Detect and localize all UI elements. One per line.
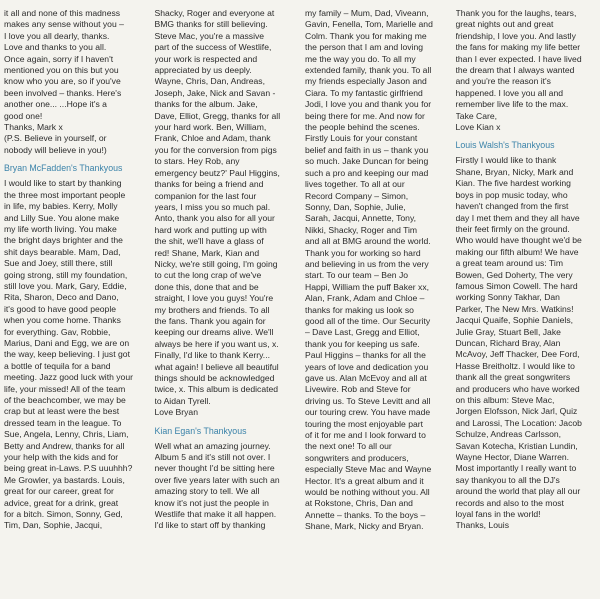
column-1 bbox=[4, 8, 145, 599]
text-columns bbox=[4, 8, 596, 599]
column-4 bbox=[456, 8, 597, 599]
kian-thankyous-text: Well what an amazing journey. Album 5 and it's still not over. I never thought I'd be sitting here over five years later with such an amazing story to tell. We all know it's not just the people in Westlife that make it all happen. I'd like to start off by thanking bbox=[154, 440, 280, 531]
louis-thankyous-text: Firstly I would like to thank Shane, Bryan, Nicky, Mark and Kian. The five hardest working boys in pop music today, who haven't changed from the first day I met them and they all have their feet firmly on the ground. Who would have thought we'd be making our fifth album! We have a great team around us: Tim Bowen, Ged Doherty, The very famous Simon Cowell. The hard working Sonny Takhar, Dan Parker, The New Mrs. Watkins! Jacqui Quaife, Sophie Daniels, Julie Gray, Stuart Bell, Jake Duncan, Richard Bray, Alan McAvoy, Jeff Thacker, Dee Ford, Hasse Breitholtz. I would like to thank all the great songwriters and producers who have worked on this album: Steve Mac, Jorgen Elofsson, Nick Jarl, Quiz and Larossi, The Location: Jacob Schulze, Andreas Carlsson, Savan Kotecha, Kristian Lundin, Wayne Hector, Diane Warren. Most importantly I really want to say thankyou to all the DJ's around the world that play all our records and also to the most loyal fans in the world! Thanks, Louis bbox=[455, 155, 582, 531]
bryan-thankyous-heading: Bryan McFadden's Thankyous bbox=[4, 163, 123, 174]
bryan-thankyous-text: I would like to start by thanking the three most important people in life, my babies. Kerry, Molly and Lilly Sue. You alone make my life worth living. You make the bright days brighter and the shit days bearable. Mam, Dad, Sue and Joey, still there, still going strong, still my foundation, still love you. Mark, Gary, Eddie, Rita, Sharon, Deco and Dano, it's good to have good people when you come home. Thanks for everything. Gav, Robbie, Marius, Dani and Egg, we are on the way, keep believing. I just got a bottle of tequila for a band meeting. Jazz good luck with your life, your missed! All of the team of the beachcomber, we may be crap but at least were the best dressed team in the league. To Sue, Angela, Lenny, Chris, Liam, Betty and Andrew, thanks for all your help with the kids and for being great in-Laws. P.S uuuhhh? Me Growler, ya bastards. Louis, great for our career, great for advice, great for a drink, great for a bitch. Simon, Sonny, Ged, Tim, Dan, Sophie, Jacqui, bbox=[4, 178, 133, 531]
kian-thankyous-heading: Kian Egan's Thankyous bbox=[154, 425, 247, 436]
kian-thankyous-ending: Thank you for the laughs, tears, great nights out and great friendship, I love you. And lastly the fans for making my life better than I ever expected. I have lived the dream that I always wanted and you're the reason it's happened. I love you all and remember live life to the max. Take Care, Love Kian x bbox=[455, 8, 582, 133]
louis-thankyous-heading: Louis Walsh's Thankyous bbox=[455, 140, 555, 151]
bryan-thankyous-continued: Shacky, Roger and everyone at BMG thanks for still believing. Steve Mac, you're a massive part of the success of Westlife, your work is respected and appreciated by us deeply. Wayne, Chris, Dan, Andreas, Joseph, Jake, Nick and Savan - thanks for the album. Jake, Dave, Elliot, Gregg, thanks for all your hard work. Ben, William, Frank, Chloe and Adam, thank you for the conversion from pigs to stars. Hey Rob, any emergency beutz?' Paul Higgins, thanks for being a friend and companion for the last four years, I miss you so much pal. Anto, thank you also for all your hard work and putting up with the shit, we'll have a glass of red! Shane, Mark, Kian and Nicky, we're still going, I'm going to cut the long crap of we've done this, done that and be straight, I love you guys! You're my brothers and friends. To all the fans. Thank you again for keeping our dreams alive. We'll always be here if you want us, x. Finally, I'd like to thank Kerry... what again! I believe all beautiful things should be acknowledged twice, x. This album is dedicated to Aidan Tyrell. Love Bryan bbox=[154, 8, 281, 418]
column-3 bbox=[305, 8, 446, 599]
kian-thankyous-continued: my family – Mum, Dad, Viveann, Gavin, Fenella, Tom, Marielle and Colm. Thank you for making me the person that I am and loving me the way you do. To all my extended family, thank you. To all my friends especially Jason and Ciara. To my fantastic girlfriend Jodi, I love you and thank you for being there for me. And now for the people behind the scenes. Firstly Louis for your constant belief and faith in us – thank you so much. Jake Duncan for being such a pro and keeping our mad lives together. To all at our Record Company – Simon, Sonny, Dan, Sophie, Julie, Sarah, Jacqui, Annette, Tony, Nikki, Shacky, Roger and Tim and all at BMG around the world. Thank you for working so hard and believing in us from the very start. To our team – Ben Jo Happi, William the puff Baker xx, Alan, Frank, Adam and Chloe – thanks for making us look so good all of the time. Our Security – Dave Last, Gregg and Elliot, thank you for keeping us safe. Paul Higgins – thanks for all the years of love and dedication you gave us. Alan McEvoy and all at Livewire. Rob and Steve for driving us. To Steve Levitt and all our touring crew. You have made touring the most enjoyable part of it for me and I look forward to the next one! To all our songwriters and producers, especially Steve Mac and Wayne Hector. It's a great album and it would be nothing without you. All at Rokstone, Chris, Dan and Annette – thanks. To the boys – Shane, Mark, Nicky and Bryan. bbox=[305, 8, 433, 532]
column-2 bbox=[155, 8, 296, 599]
mark-thankyous-ending: it all and none of this madness makes any sense without you – I love you all dearly, thanks. Love and thanks to you all. Once again, sorry if I haven't mentioned you on this but you know who you are, so if you've been involved – thanks. Here's another one... ...Hope it's a good one! Thanks, Mark x (P.S. Believe in yourself, or nobody will believe in you!) bbox=[4, 8, 124, 155]
